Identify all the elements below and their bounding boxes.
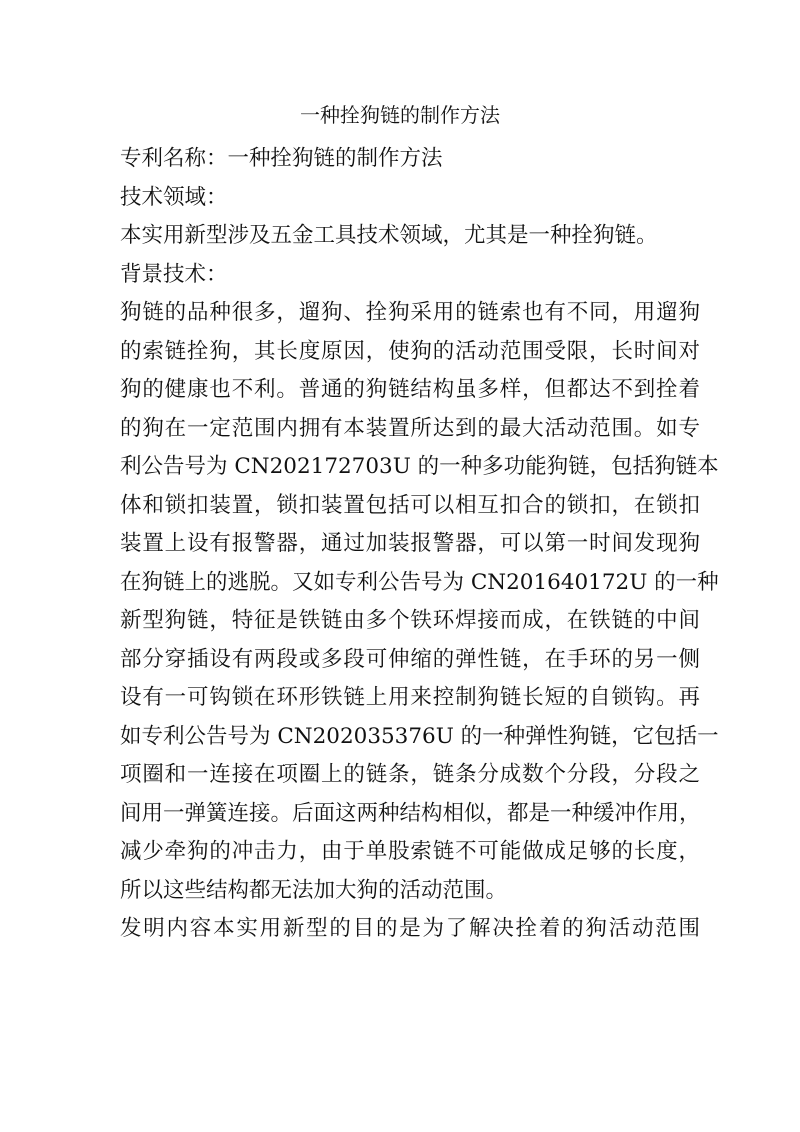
background-line: 部分穿插设有两段或多段可伸缩的弹性链，在手环的另一侧 xyxy=(120,646,700,672)
background-line: 在狗链上的逃脱。又如专利公告号为 CN201640172U 的一种 xyxy=(120,569,719,595)
background-line: 装置上设有报警器，通过加装报警器，可以第一时间发现狗 xyxy=(120,531,700,556)
background-heading: 背景技术： xyxy=(120,261,228,287)
summary-line: 发明内容本实用新型的目的是为了解决拴着的狗活动范围 xyxy=(120,916,700,941)
background-line: 的狗在一定范围内拥有本装置所达到的最大活动范围。如专 xyxy=(120,415,700,441)
tech-field-heading: 技术领域： xyxy=(120,184,228,210)
document-title: 一种拴狗链的制作方法 xyxy=(300,103,500,127)
background-line: 如专利公告号为 CN202035376U 的一种弹性狗链，它包括一 xyxy=(120,723,719,749)
background-line: 减少牵狗的冲击力，由于单股索链不可能做成足够的长度， xyxy=(120,839,700,864)
background-line: 项圈和一连接在项圈上的链条，链条分成数个分段，分段之 xyxy=(120,762,700,787)
background-line: 狗的健康也不利。普通的狗链结构虽多样，但都达不到拴着 xyxy=(120,377,700,402)
background-line: 的索链拴狗，其长度原因，使狗的活动范围受限，长时间对 xyxy=(120,338,700,364)
background-line: 利公告号为 CN202172703U 的一种多功能狗链，包括狗链本 xyxy=(120,454,719,479)
background-line: 体和锁扣装置，锁扣装置包括可以相互扣合的锁扣，在锁扣 xyxy=(120,492,700,518)
background-line: 间用一弹簧连接。后面这两种结构相似，都是一种缓冲作用， xyxy=(120,800,701,826)
document-body xyxy=(120,140,719,949)
background-line: 新型狗链，特征是铁链由多个铁环焊接而成，在铁链的中间 xyxy=(120,608,700,633)
patent-name-line: 专利名称：一种拴狗链的制作方法 xyxy=(120,146,443,171)
background-line: 设有一可钩锁在环形铁链上用来控制狗链长短的自锁钩。再 xyxy=(120,685,700,710)
tech-field-text: 本实用新型涉及五金工具技术领域，尤其是一种拴狗链。 xyxy=(120,223,658,248)
background-line: 所以这些结构都无法加大狗的活动范围。 xyxy=(120,877,508,903)
background-line: 狗链的品种很多，遛狗、拴狗采用的链索也有不同，用遛狗 xyxy=(120,300,700,325)
